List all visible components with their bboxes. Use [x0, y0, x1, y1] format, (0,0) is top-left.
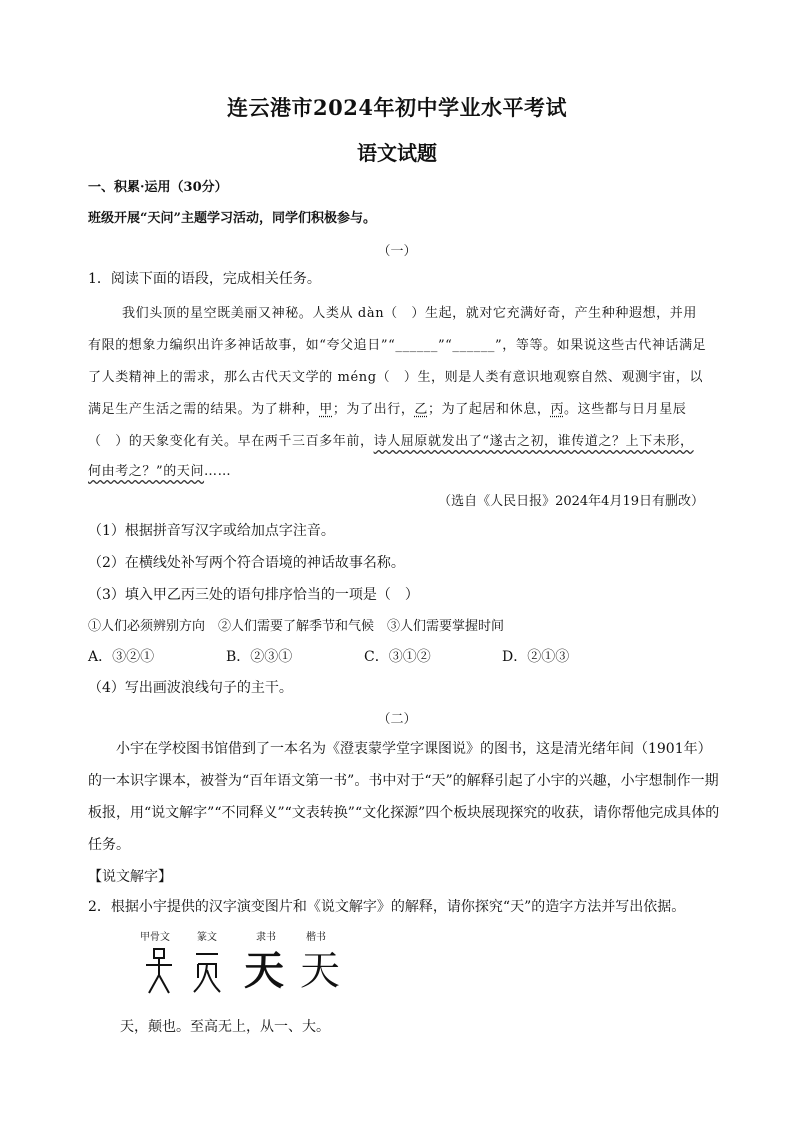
passage-text: （ ）的天象变化有关。早在两千三百多年前， [88, 434, 374, 449]
passage-line: 了人类精神上的需求，那么古代天文学的 méng（ ）生，则是人类有意识地观察自然、观测宇宙，以 [88, 370, 704, 385]
paragraph-line: 的一本识字课本，被誉为“百年语文第一书”。书中对于“天”的解释引起了小宇的兴趣，小宇想制作一期 [88, 773, 719, 789]
passage-line [88, 460, 231, 479]
choice-b: B．②③① [226, 649, 293, 665]
oracle-bone-tian-glyph [143, 947, 175, 995]
passage-text: 满足生产生活之需的结果。为了耕种， [88, 402, 320, 417]
shuowen-quote: 天，颠也。至高无上，从一、大。 [120, 1019, 330, 1035]
script-label-clerical: 隶书 [256, 932, 276, 943]
passage-text: ；为了出行， [332, 402, 415, 417]
passage-line: 我们头顶的星空既美丽又神秘。人类从 dàn（ ）生起，就对它充满好奇，产生种种遐想，并用 [122, 306, 697, 321]
blank-yi: 乙 [414, 402, 429, 417]
seal-script-tian-glyph [190, 950, 224, 994]
paragraph-line: 板报，用“说文解字”“不同释义”“文表转换”“文化探源”四个板块展现探究的收获，请你帮他完成具体的 [88, 805, 720, 821]
wavy-sentence: 何由考之？”的天问 [88, 464, 205, 479]
choice-a: A．③②① [88, 649, 155, 665]
passage-line [88, 398, 686, 417]
regular-tian-char: 天 [300, 948, 340, 994]
blank-jia: 甲 [319, 402, 333, 417]
script-label-oracle: 甲骨文 [140, 932, 170, 943]
part2-label: （二） [377, 712, 417, 727]
task-1: （1）根据拼音写汉字或给加点字注音。 [88, 523, 335, 539]
task-3-options: ①人们必须辨别方向 ②人们需要了解季节和气候 ③人们需要掌握时间 [88, 619, 505, 634]
wavy-sentence: 诗人屈原就发出了“遂古之初，谁传道之？上下未形， [373, 434, 694, 449]
passage-text: ；为了起居和休息， [428, 402, 551, 417]
exam-subtitle: 语文试题 [357, 141, 437, 165]
paragraph-line: 小宇在学校图书馆借到了一本名为《澄衷蒙学堂字课图说》的图书，这是清光绪年间（1901年） [116, 741, 712, 757]
section-intro: 班级开展“天问”主题学习活动，同学们积极参与。 [88, 211, 376, 226]
question-2-stem: 2．根据小宇提供的汉字演变图片和《说文解字》的解释，请你探究“天”的造字方法并写出依据。 [88, 899, 686, 915]
script-label-regular: 楷书 [306, 932, 326, 943]
script-label-seal: 篆文 [197, 932, 217, 943]
paragraph-line: 任务。 [88, 837, 130, 853]
task-3: （3）填入甲乙丙三处的语句排序恰当的一项是（ ） [88, 587, 419, 603]
task-4: （4）写出画波浪线句子的主干。 [88, 680, 293, 696]
passage-line [88, 430, 694, 449]
passage-source: （选自《人民日报》2024年4月19日有删改） [438, 494, 704, 509]
part1-label: （一） [377, 244, 417, 259]
choice-c: C．③①② [364, 649, 431, 665]
exam-title: 连云港市2024年初中学业水平考试 [227, 95, 567, 120]
section-heading: 一、积累·运用（30分） [88, 180, 228, 195]
passage-line: 有限的想象力编织出许多神话故事，如“夸父追日”“______”“______”，等等。如果说这些古代神话满足 [88, 338, 707, 353]
blank-bing: 丙 [550, 402, 565, 417]
passage-text: …… [204, 464, 232, 479]
task-2: （2）在横线处补写两个符合语境的神话故事名称。 [88, 555, 405, 571]
choice-d: D．②①③ [502, 649, 570, 665]
clerical-tian-char: 天 [244, 948, 284, 994]
block-heading: 【说文解字】 [88, 869, 172, 885]
passage-text: 。这些都与日月星辰 [564, 402, 687, 417]
question-1-stem: 1．阅读下面的语段，完成相关任务。 [88, 271, 321, 287]
